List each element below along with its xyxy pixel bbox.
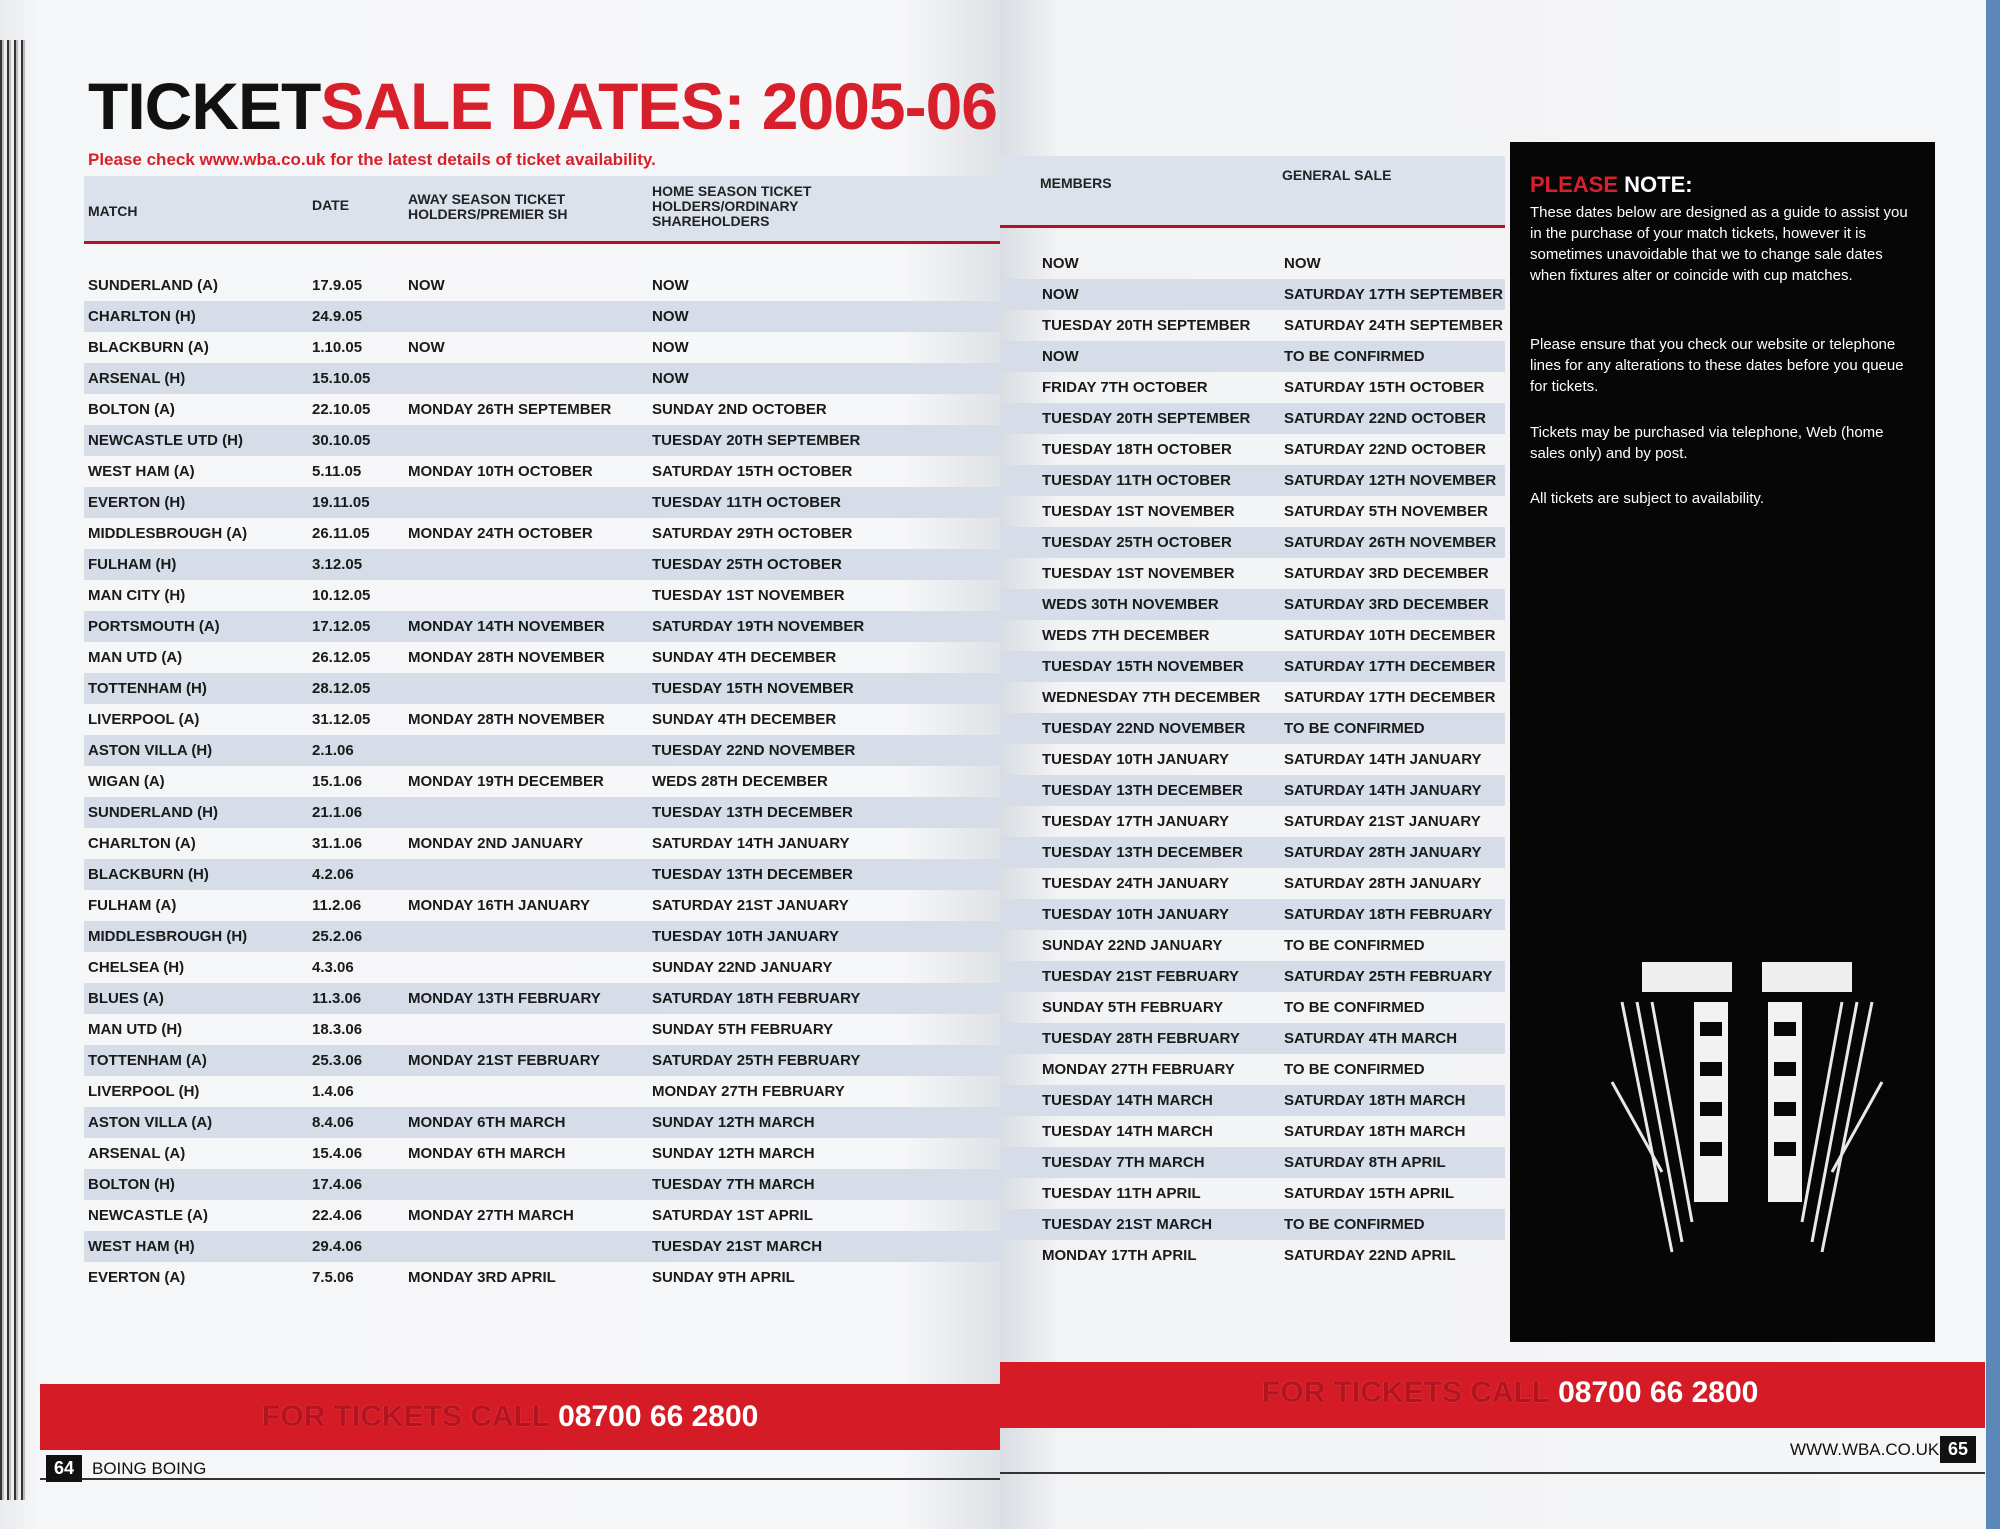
cell-members: TUESDAY 10TH JANUARY	[1042, 906, 1229, 923]
cell-general-sale: SATURDAY 18TH MARCH	[1284, 1092, 1466, 1109]
cell-away-season: MONDAY 10TH OCTOBER	[408, 463, 593, 480]
cell-away-season: MONDAY 28TH NOVEMBER	[408, 649, 605, 666]
table-row	[84, 828, 1000, 859]
cell-home-season: TUESDAY 11TH OCTOBER	[652, 494, 841, 511]
banner-label: FOR TICKETS CALL	[1262, 1376, 1550, 1409]
table-row	[84, 673, 1000, 704]
cell-general-sale: SATURDAY 25TH FEBRUARY	[1284, 968, 1493, 985]
table-row	[1000, 403, 1505, 434]
table-row	[84, 301, 1000, 332]
cell-home-season: TUESDAY 13TH DECEMBER	[652, 804, 853, 821]
note-title	[1530, 172, 1693, 198]
note-title-please: PLEASE	[1530, 172, 1619, 197]
table-row	[84, 859, 1000, 890]
cell-away-season: MONDAY 16TH JANUARY	[408, 897, 590, 914]
cell-date: 11.3.06	[312, 990, 362, 1007]
cell-general-sale: SATURDAY 26TH NOVEMBER	[1284, 534, 1497, 551]
note-paragraph-3: Tickets may be purchased via telephone, Web (home sales only) and by post.	[1530, 424, 1884, 462]
cell-general-sale: TO BE CONFIRMED	[1284, 1216, 1425, 1233]
cell-general-sale: SATURDAY 3RD DECEMBER	[1284, 565, 1489, 582]
cell-members: TUESDAY 11TH APRIL	[1042, 1185, 1201, 1202]
cell-away-season: MONDAY 3RD APRIL	[408, 1269, 556, 1286]
cell-home-season: SATURDAY 15TH OCTOBER	[652, 463, 853, 480]
cell-match: ARSENAL (A)	[88, 1145, 186, 1162]
cell-general-sale: TO BE CONFIRMED	[1284, 720, 1425, 737]
cell-home-season: SUNDAY 4TH DECEMBER	[652, 711, 837, 728]
table-row	[84, 1076, 1000, 1107]
cell-date: 4.3.06	[312, 959, 354, 976]
cell-general-sale: SATURDAY 22ND APRIL	[1284, 1247, 1456, 1264]
table-row	[84, 270, 1000, 301]
cell-match: CHELSEA (H)	[88, 959, 185, 976]
table-row	[1000, 775, 1505, 806]
cell-general-sale: SATURDAY 8TH APRIL	[1284, 1154, 1446, 1171]
cell-general-sale: SATURDAY 21ST JANUARY	[1284, 813, 1481, 830]
header-match: MATCH	[88, 203, 138, 219]
cell-members: TUESDAY 17TH JANUARY	[1042, 813, 1229, 830]
footer-magazine-name: BOING BOING	[92, 1459, 207, 1478]
cell-home-season: SATURDAY 1ST APRIL	[652, 1207, 813, 1224]
cell-home-season: SATURDAY 25TH FEBRUARY	[652, 1052, 861, 1069]
cell-home-season: TUESDAY 10TH JANUARY	[652, 928, 839, 945]
cell-date: 29.4.06	[312, 1238, 363, 1255]
table-row	[1000, 589, 1505, 620]
table-row	[84, 983, 1000, 1014]
cell-members: TUESDAY 15TH NOVEMBER	[1042, 658, 1244, 675]
cell-members: TUESDAY 7TH MARCH	[1042, 1154, 1205, 1171]
table-row	[84, 487, 1000, 518]
note-paragraph-1: These dates below are designed as a guide to assist you in the purchase of your match tickets, however it is sometimes unavoidable that we to change sale dates when fixtures alter or coincide with cup matches.	[1530, 204, 1908, 284]
cell-date: 17.12.05	[312, 618, 371, 635]
cell-general-sale: SATURDAY 24TH SEPTEMBER	[1284, 317, 1503, 334]
cell-general-sale: SATURDAY 15TH OCTOBER	[1284, 379, 1485, 396]
cell-date: 17.9.05	[312, 277, 363, 294]
table-row	[1000, 279, 1505, 310]
cell-general-sale: SATURDAY 28TH JANUARY	[1284, 875, 1482, 892]
table-row	[84, 1262, 1000, 1293]
cell-away-season: MONDAY 6TH MARCH	[408, 1145, 566, 1162]
table-row	[1000, 837, 1505, 868]
cell-match: MAN UTD (A)	[88, 649, 183, 666]
cell-away-season: MONDAY 19TH DECEMBER	[408, 773, 604, 790]
table-row	[1000, 248, 1505, 279]
table-row	[1000, 372, 1505, 403]
table-row	[84, 797, 1000, 828]
cell-date: 25.3.06	[312, 1052, 363, 1069]
cell-home-season: SUNDAY 2ND OCTOBER	[652, 401, 827, 418]
cell-home-season: TUESDAY 21ST MARCH	[652, 1238, 823, 1255]
cell-home-season: NOW	[652, 277, 689, 294]
cell-home-season: NOW	[652, 308, 689, 325]
cell-away-season: MONDAY 28TH NOVEMBER	[408, 711, 605, 728]
table-row	[1000, 1240, 1505, 1271]
table-row	[1000, 682, 1505, 713]
note-paragraph-2: Please ensure that you check our website or telephone lines for any alterations to these dates before you queue for tickets.	[1530, 336, 1904, 395]
cell-match: BOLTON (A)	[88, 401, 175, 418]
table-row	[84, 952, 1000, 983]
table-row	[84, 611, 1000, 642]
cell-away-season: NOW	[408, 277, 445, 294]
cell-members: TUESDAY 18TH OCTOBER	[1042, 441, 1232, 458]
cell-date: 7.5.06	[312, 1269, 354, 1286]
page-number-right: 65	[1940, 1436, 1976, 1463]
table-row	[84, 1107, 1000, 1138]
cell-match: MAN UTD (H)	[88, 1021, 183, 1038]
cell-members: TUESDAY 20TH SEPTEMBER	[1042, 410, 1251, 427]
table-row	[84, 735, 1000, 766]
table-row	[1000, 992, 1505, 1023]
table-row	[1000, 465, 1505, 496]
cell-match: BLUES (A)	[88, 990, 164, 1007]
cell-match: CHARLTON (H)	[88, 308, 196, 325]
cell-members: SUNDAY 22ND JANUARY	[1042, 937, 1223, 954]
cell-match: MIDDLESBROUGH (H)	[88, 928, 248, 945]
cell-match: CHARLTON (A)	[88, 835, 196, 852]
cell-members: TUESDAY 13TH DECEMBER	[1042, 844, 1243, 861]
table-row	[84, 704, 1000, 735]
footer-website: WWW.WBA.CO.UK	[1790, 1440, 1940, 1459]
cell-general-sale: SATURDAY 17TH SEPTEMBER	[1284, 286, 1503, 303]
table-row	[84, 363, 1000, 394]
table-row	[1000, 651, 1505, 682]
cell-match: BLACKBURN (A)	[88, 339, 209, 356]
cell-members: MONDAY 27TH FEBRUARY	[1042, 1061, 1235, 1078]
left-table-body	[84, 270, 1000, 1293]
cell-match: LIVERPOOL (A)	[88, 711, 200, 728]
cell-away-season: MONDAY 6TH MARCH	[408, 1114, 566, 1131]
cell-match: WEST HAM (A)	[88, 463, 195, 480]
cell-members: TUESDAY 1ST NOVEMBER	[1042, 565, 1235, 582]
cover-edge	[1986, 0, 2000, 1529]
cell-home-season: TUESDAY 15TH NOVEMBER	[652, 680, 854, 697]
page-number-left: 64	[46, 1455, 82, 1482]
cell-away-season: MONDAY 26TH SEPTEMBER	[408, 401, 612, 418]
banner-phone: 08700 66 2800	[558, 1400, 759, 1433]
banner-text	[262, 1400, 758, 1434]
cell-members: TUESDAY 25TH OCTOBER	[1042, 534, 1232, 551]
banner-label: FOR TICKETS CALL	[262, 1400, 550, 1433]
cell-match: ASTON VILLA (H)	[88, 742, 213, 759]
cell-match: NEWCASTLE UTD (H)	[88, 432, 243, 449]
cell-members: TUESDAY 24TH JANUARY	[1042, 875, 1229, 892]
table-row	[1000, 620, 1505, 651]
cell-home-season: SUNDAY 4TH DECEMBER	[652, 649, 837, 666]
banner-phone: 08700 66 2800	[1558, 1376, 1759, 1409]
cell-date: 17.4.06	[312, 1176, 363, 1193]
cell-members: FRIDAY 7TH OCTOBER	[1042, 379, 1208, 396]
cell-date: 15.4.06	[312, 1145, 363, 1162]
cell-members: TUESDAY 10TH JANUARY	[1042, 751, 1229, 768]
cell-date: 11.2.06	[312, 897, 362, 914]
header-away: AWAY SEASON TICKET HOLDERS/PREMIER SH	[408, 191, 568, 222]
cell-date: 31.1.06	[312, 835, 363, 852]
cell-home-season: SUNDAY 5TH FEBRUARY	[652, 1021, 834, 1038]
table-row	[1000, 1054, 1505, 1085]
cell-home-season: TUESDAY 1ST NOVEMBER	[652, 587, 845, 604]
cell-date: 21.1.06	[312, 804, 363, 821]
cell-home-season: SATURDAY 19TH NOVEMBER	[652, 618, 865, 635]
cell-home-season: TUESDAY 13TH DECEMBER	[652, 866, 853, 883]
table-row	[1000, 1147, 1505, 1178]
page-stack-edge	[0, 40, 26, 1500]
table-row	[1000, 744, 1505, 775]
cell-general-sale: SATURDAY 18TH MARCH	[1284, 1123, 1466, 1140]
table-row	[84, 766, 1000, 797]
cell-match: WIGAN (A)	[88, 773, 165, 790]
cell-general-sale: SATURDAY 17TH DECEMBER	[1284, 658, 1496, 675]
cell-match: EVERTON (H)	[88, 494, 186, 511]
cell-home-season: MONDAY 27TH FEBRUARY	[652, 1083, 845, 1100]
cell-general-sale: SATURDAY 12TH NOVEMBER	[1284, 472, 1497, 489]
cell-away-season: MONDAY 21ST FEBRUARY	[408, 1052, 600, 1069]
cell-date: 19.11.05	[312, 494, 370, 511]
cell-date: 1.4.06	[312, 1083, 354, 1100]
table-row	[1000, 1085, 1505, 1116]
cell-home-season: SUNDAY 12TH MARCH	[652, 1114, 815, 1131]
banner-text	[1262, 1376, 1758, 1410]
table-row	[1000, 496, 1505, 527]
cell-home-season: SUNDAY 9TH APRIL	[652, 1269, 795, 1286]
table-row	[1000, 1178, 1505, 1209]
cell-home-season: TUESDAY 25TH OCTOBER	[652, 556, 842, 573]
cell-match: TOTTENHAM (A)	[88, 1052, 207, 1069]
table-row	[84, 642, 1000, 673]
cell-date: 31.12.05	[312, 711, 371, 728]
cell-home-season: TUESDAY 22ND NOVEMBER	[652, 742, 856, 759]
cell-match: SUNDERLAND (A)	[88, 277, 218, 294]
cell-general-sale: TO BE CONFIRMED	[1284, 1061, 1425, 1078]
cell-home-season: SUNDAY 22ND JANUARY	[652, 959, 833, 976]
page-title	[88, 68, 997, 144]
table-row	[84, 549, 1000, 580]
cell-home-season: SATURDAY 21ST JANUARY	[652, 897, 849, 914]
cell-away-season: MONDAY 13TH FEBRUARY	[408, 990, 601, 1007]
cell-general-sale: SATURDAY 22ND OCTOBER	[1284, 410, 1486, 427]
cell-home-season: WEDS 28TH DECEMBER	[652, 773, 828, 790]
table-row	[84, 921, 1000, 952]
table-row	[1000, 930, 1505, 961]
cell-match: PORTSMOUTH (A)	[88, 618, 220, 635]
cell-date: 18.3.06	[312, 1021, 363, 1038]
tickets-banner-left	[40, 1384, 1000, 1450]
cell-date: 5.11.05	[312, 463, 362, 480]
table-row	[1000, 434, 1505, 465]
table-row	[1000, 1023, 1505, 1054]
cell-match: ARSENAL (H)	[88, 370, 186, 387]
cell-match: LIVERPOOL (H)	[88, 1083, 200, 1100]
table-row	[1000, 899, 1505, 930]
cell-home-season: TUESDAY 7TH MARCH	[652, 1176, 815, 1193]
cell-general-sale: SATURDAY 15TH APRIL	[1284, 1185, 1455, 1202]
cell-general-sale: SATURDAY 18TH FEBRUARY	[1284, 906, 1493, 923]
cell-home-season: SATURDAY 14TH JANUARY	[652, 835, 850, 852]
left-table-header	[84, 176, 1000, 244]
table-row	[84, 890, 1000, 921]
table-row	[84, 1169, 1000, 1200]
cell-date: 24.9.05	[312, 308, 363, 325]
cell-match: MIDDLESBROUGH (A)	[88, 525, 248, 542]
cell-general-sale: SATURDAY 3RD DECEMBER	[1284, 596, 1489, 613]
cell-date: 1.10.05	[312, 339, 363, 356]
cell-general-sale: TO BE CONFIRMED	[1284, 937, 1425, 954]
right-table-body	[1000, 248, 1505, 1271]
footer-rule	[1000, 1472, 1985, 1474]
cell-away-season: MONDAY 24TH OCTOBER	[408, 525, 593, 542]
table-row	[84, 1231, 1000, 1262]
table-row	[84, 456, 1000, 487]
cell-home-season: NOW	[652, 339, 689, 356]
cell-date: 3.12.05	[312, 556, 363, 573]
cell-match: EVERTON (A)	[88, 1269, 186, 1286]
cell-members: TUESDAY 20TH SEPTEMBER	[1042, 317, 1251, 334]
table-row	[84, 1014, 1000, 1045]
cell-general-sale: SATURDAY 22ND OCTOBER	[1284, 441, 1486, 458]
note-paragraph-4: All tickets are subject to availability.	[1530, 490, 1764, 507]
cell-general-sale: SATURDAY 28TH JANUARY	[1284, 844, 1482, 861]
right-table-header	[1000, 156, 1505, 228]
cell-date: 8.4.06	[312, 1114, 354, 1131]
cell-date: 4.2.06	[312, 866, 354, 883]
table-row	[1000, 527, 1505, 558]
page-subtitle: Please check www.wba.co.uk for the latest details of ticket availability.	[88, 150, 656, 169]
cell-date: 15.10.05	[312, 370, 371, 387]
cell-date: 22.4.06	[312, 1207, 363, 1224]
cell-members: TUESDAY 1ST NOVEMBER	[1042, 503, 1235, 520]
cell-date: 30.10.05	[312, 432, 371, 449]
cell-match: ASTON VILLA (A)	[88, 1114, 213, 1131]
header-date: DATE	[312, 197, 350, 213]
cell-date: 10.12.05	[312, 587, 371, 604]
cell-general-sale: SATURDAY 5TH NOVEMBER	[1284, 503, 1488, 520]
cell-members: WEDS 7TH DECEMBER	[1042, 627, 1210, 644]
cell-general-sale: SATURDAY 17TH DECEMBER	[1284, 689, 1496, 706]
table-row	[1000, 310, 1505, 341]
cell-match: TOTTENHAM (H)	[88, 680, 207, 697]
cell-general-sale: SATURDAY 14TH JANUARY	[1284, 751, 1482, 768]
cell-home-season: SATURDAY 18TH FEBRUARY	[652, 990, 861, 1007]
header-general-sale: GENERAL SALE	[1282, 167, 1392, 183]
cell-members: TUESDAY 21ST FEBRUARY	[1042, 968, 1239, 985]
cell-date: 26.12.05	[312, 649, 371, 666]
cell-members: NOW	[1042, 255, 1079, 272]
cell-members: WEDNESDAY 7TH DECEMBER	[1042, 689, 1261, 706]
cell-match: BOLTON (H)	[88, 1176, 175, 1193]
table-row	[84, 580, 1000, 611]
cell-date: 26.11.05	[312, 525, 370, 542]
note-title-note: NOTE:	[1618, 172, 1693, 197]
cell-match: NEWCASTLE (A)	[88, 1207, 208, 1224]
cell-members: TUESDAY 22ND NOVEMBER	[1042, 720, 1246, 737]
cell-match: WEST HAM (H)	[88, 1238, 195, 1255]
table-row	[84, 332, 1000, 363]
title-sale-dates: SALE DATES: 2005-06	[320, 69, 998, 143]
cell-date: 28.12.05	[312, 680, 371, 697]
cell-away-season: MONDAY 2ND JANUARY	[408, 835, 584, 852]
table-row	[1000, 868, 1505, 899]
cell-general-sale: NOW	[1284, 255, 1321, 272]
cell-general-sale: SATURDAY 4TH MARCH	[1284, 1030, 1458, 1047]
title-ticket: TICKET	[88, 69, 321, 143]
cell-members: TUESDAY 28TH FEBRUARY	[1042, 1030, 1240, 1047]
cell-date: 25.2.06	[312, 928, 363, 945]
cell-away-season: MONDAY 27TH MARCH	[408, 1207, 574, 1224]
cell-members: NOW	[1042, 348, 1079, 365]
cell-general-sale: TO BE CONFIRMED	[1284, 999, 1425, 1016]
table-row	[1000, 713, 1505, 744]
cell-members: TUESDAY 13TH DECEMBER	[1042, 782, 1243, 799]
cell-home-season: TUESDAY 20TH SEPTEMBER	[652, 432, 861, 449]
header-members: MEMBERS	[1040, 175, 1112, 191]
cell-members: TUESDAY 11TH OCTOBER	[1042, 472, 1231, 489]
cell-match: FULHAM (H)	[88, 556, 177, 573]
cell-members: NOW	[1042, 286, 1079, 303]
cell-members: MONDAY 17TH APRIL	[1042, 1247, 1197, 1264]
header-home: HOME SEASON TICKET HOLDERS/ORDINARY SHAREHOLDERS	[652, 183, 812, 229]
table-row	[84, 425, 1000, 456]
cell-match: MAN CITY (H)	[88, 587, 186, 604]
table-row	[84, 1138, 1000, 1169]
cell-date: 22.10.05	[312, 401, 371, 418]
cell-home-season: NOW	[652, 370, 689, 387]
right-page	[1000, 0, 2000, 1529]
cell-general-sale: SATURDAY 14TH JANUARY	[1284, 782, 1482, 799]
cell-general-sale: SATURDAY 10TH DECEMBER	[1284, 627, 1496, 644]
cell-home-season: SATURDAY 29TH OCTOBER	[652, 525, 853, 542]
cell-match: SUNDERLAND (H)	[88, 804, 218, 821]
table-row	[1000, 806, 1505, 837]
table-row	[84, 394, 1000, 425]
cell-away-season: NOW	[408, 339, 445, 356]
turnstile-photo	[1602, 962, 1892, 1262]
cell-home-season: SUNDAY 12TH MARCH	[652, 1145, 815, 1162]
cell-away-season: MONDAY 14TH NOVEMBER	[408, 618, 605, 635]
table-row	[84, 518, 1000, 549]
table-row	[1000, 1209, 1505, 1240]
cell-members: TUESDAY 21ST MARCH	[1042, 1216, 1213, 1233]
cell-members: TUESDAY 14TH MARCH	[1042, 1092, 1213, 1109]
table-row	[1000, 341, 1505, 372]
please-note-panel	[1510, 142, 1935, 1342]
cell-match: BLACKBURN (H)	[88, 866, 209, 883]
cell-date: 2.1.06	[312, 742, 354, 759]
cell-members: WEDS 30TH NOVEMBER	[1042, 596, 1219, 613]
tickets-banner-right	[1000, 1362, 1985, 1428]
table-row	[1000, 1116, 1505, 1147]
cell-match: FULHAM (A)	[88, 897, 177, 914]
cell-members: TUESDAY 14TH MARCH	[1042, 1123, 1213, 1140]
table-row	[1000, 961, 1505, 992]
table-row	[1000, 558, 1505, 589]
table-row	[84, 1045, 1000, 1076]
table-row	[84, 1200, 1000, 1231]
cell-general-sale: TO BE CONFIRMED	[1284, 348, 1425, 365]
cell-date: 15.1.06	[312, 773, 363, 790]
cell-members: SUNDAY 5TH FEBRUARY	[1042, 999, 1224, 1016]
